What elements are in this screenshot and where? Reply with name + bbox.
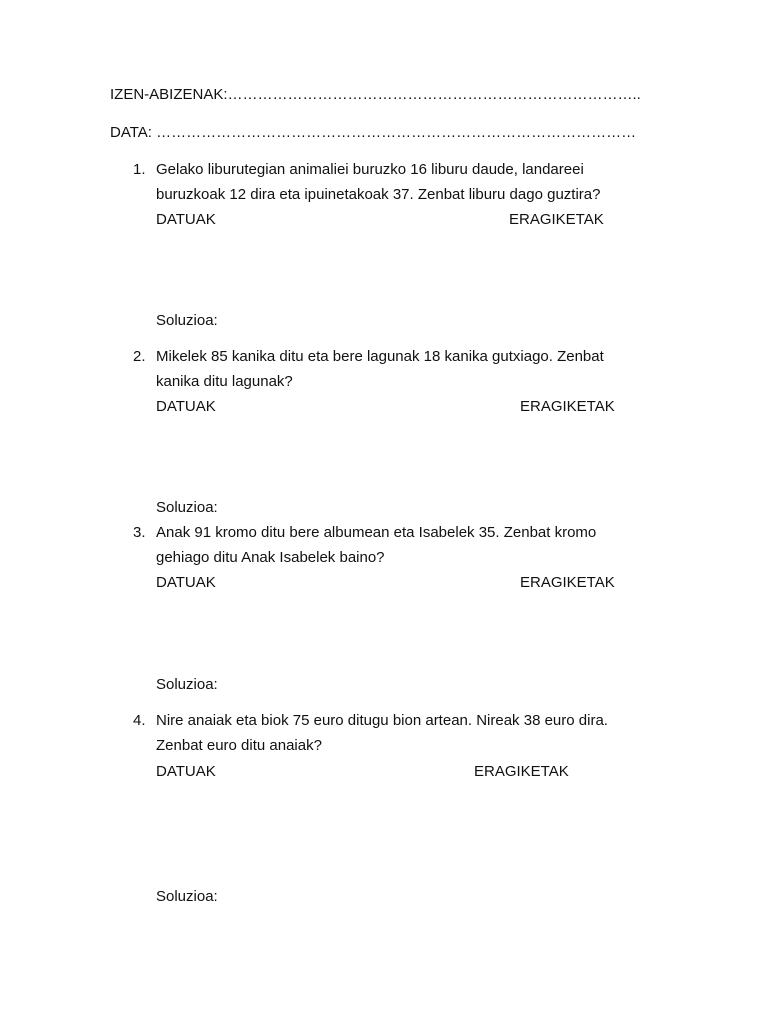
problem-number: 3. bbox=[133, 524, 146, 541]
data-label: DATUAK bbox=[156, 574, 216, 591]
problem-text-line: Zenbat euro ditu anaiak? bbox=[156, 737, 322, 754]
solution-label: Soluzioa: bbox=[156, 888, 218, 905]
data-label: DATUAK bbox=[156, 398, 216, 415]
solution-label: Soluzioa: bbox=[156, 676, 218, 693]
problem-text-line: Anak 91 kromo ditu bere albumean eta Isabelek 35. Zenbat kromo bbox=[156, 524, 597, 541]
data-label: DATUAK bbox=[156, 763, 216, 780]
solution-label: Soluzioa: bbox=[156, 312, 218, 329]
problem-text-line: buruzkoak 12 dira eta ipuinetakoak 37. Zenbat liburu dago guztira? bbox=[156, 186, 601, 203]
problem-text-line: Nire anaiak eta biok 75 euro ditugu bion artean. Nireak 38 euro dira. bbox=[156, 712, 608, 729]
problem-text-line: gehiago ditu Anak Isabelek baino? bbox=[156, 549, 385, 566]
solution-label: Soluzioa: bbox=[156, 499, 218, 516]
name-field-label: IZEN-ABIZENAK:……………………………………………………………………….. bbox=[110, 86, 641, 103]
date-field-label: DATA: …………………………………………………………………………………… bbox=[110, 124, 637, 141]
operations-label: ERAGIKETAK bbox=[509, 211, 604, 228]
problem-number: 4. bbox=[133, 712, 146, 729]
problem-text-line: Gelako liburutegian animaliei buruzko 16 liburu daude, landareei bbox=[156, 161, 584, 178]
problem-text-line: Mikelek 85 kanika ditu eta bere lagunak 18 kanika gutxiago. Zenbat bbox=[156, 348, 604, 365]
operations-label: ERAGIKETAK bbox=[520, 574, 615, 591]
problem-number: 1. bbox=[133, 161, 146, 178]
operations-label: ERAGIKETAK bbox=[474, 763, 569, 780]
operations-label: ERAGIKETAK bbox=[520, 398, 615, 415]
problem-number: 2. bbox=[133, 348, 146, 365]
data-label: DATUAK bbox=[156, 211, 216, 228]
problem-text-line: kanika ditu lagunak? bbox=[156, 373, 293, 390]
